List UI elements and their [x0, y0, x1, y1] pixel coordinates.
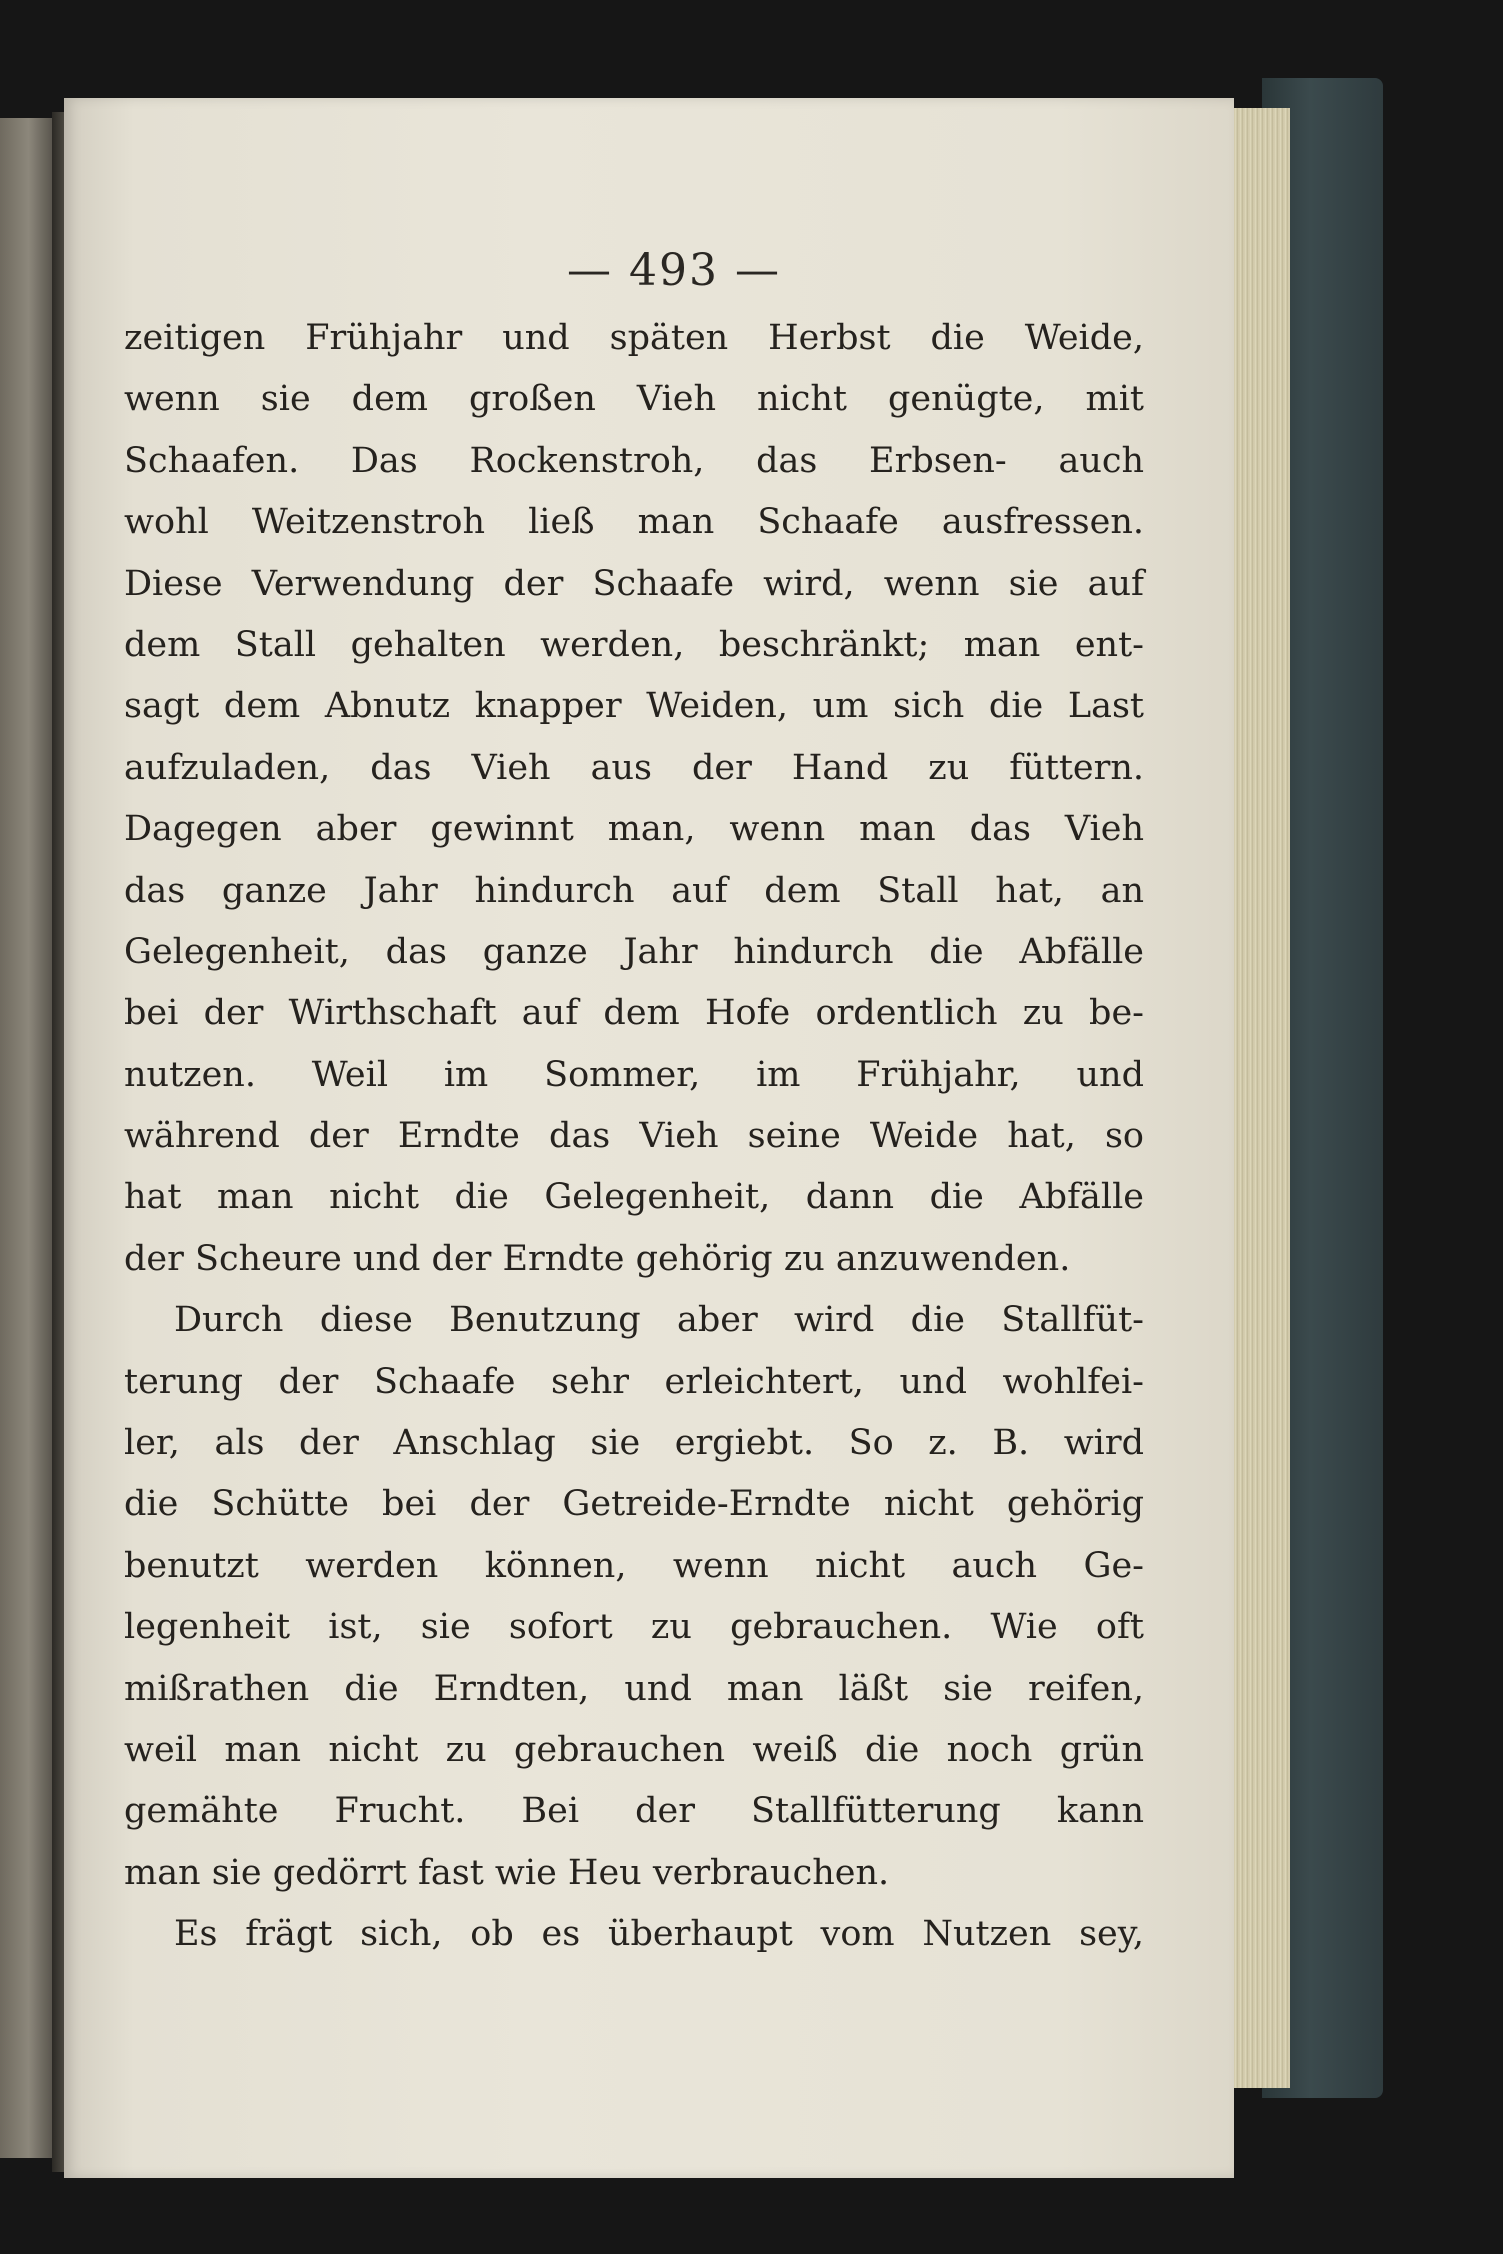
text-line: Dagegen aber gewinnt man, wenn man das Vieh	[124, 809, 1144, 850]
page-number-header: — 493 —	[567, 245, 781, 296]
text-line: Durch diese Benutzung aber wird die Stallfüt-	[174, 1300, 1144, 1341]
book-page	[64, 98, 1234, 2178]
text-line: weil man nicht zu gebrauchen weiß die noch grün	[124, 1729, 1144, 1770]
text-line: nutzen. Weil im Sommer, im Frühjahr, und	[124, 1054, 1144, 1095]
page-edges	[1232, 108, 1290, 2088]
left-page-edge	[0, 118, 52, 2158]
text-line: dem Stall gehalten werden, beschränkt; man ent-	[124, 624, 1144, 665]
text-line: das ganze Jahr hindurch auf dem Stall hat, an	[124, 870, 1144, 911]
text-line: die Schütte bei der Getreide-Erndte nicht gehörig	[124, 1484, 1144, 1525]
text-line: aufzuladen, das Vieh aus der Hand zu füttern.	[124, 747, 1144, 788]
book-gutter	[52, 112, 64, 2172]
body-text	[124, 308, 1144, 1966]
text-line: legenheit ist, sie sofort zu gebrauchen. Wie oft	[124, 1607, 1144, 1648]
text-line: wenn sie dem großen Vieh nicht genügte, mit	[124, 379, 1144, 420]
text-line: Gelegenheit, das ganze Jahr hindurch die Abfälle	[124, 931, 1144, 972]
text-line: benutzt werden können, wenn nicht auch Ge-	[124, 1545, 1144, 1586]
text-line: ler, als der Anschlag sie ergiebt. So z. B. wird	[124, 1423, 1144, 1464]
text-line: sagt dem Abnutz knapper Weiden, um sich die Last	[124, 686, 1144, 727]
text-line: während der Erndte das Vieh seine Weide hat, so	[124, 1116, 1144, 1157]
text-line: zeitigen Frühjahr und späten Herbst die Weide,	[124, 318, 1144, 358]
text-line: Schaafen. Das Rockenstroh, das Erbsen- auch	[124, 440, 1144, 481]
text-line: der Scheure und der Erndte gehörig zu anzuwenden.	[124, 1238, 1071, 1279]
text-line: hat man nicht die Gelegenheit, dann die Abfälle	[124, 1177, 1144, 1218]
text-line: gemähte Frucht. Bei der Stallfütterung kann	[124, 1791, 1144, 1832]
text-line: bei der Wirthschaft auf dem Hofe ordentlich zu be-	[124, 993, 1144, 1034]
text-line: Es frägt sich, ob es überhaupt vom Nutzen sey,	[174, 1914, 1144, 1955]
text-line: terung der Schaafe sehr erleichtert, und wohlfei-	[124, 1361, 1144, 1402]
text-line: mißrathen die Erndten, und man läßt sie reifen,	[124, 1668, 1144, 1709]
text-line: wohl Weitzenstroh ließ man Schaafe ausfressen.	[124, 502, 1144, 543]
text-line: Diese Verwendung der Schaafe wird, wenn sie auf	[124, 563, 1144, 604]
text-line: man sie gedörrt fast wie Heu verbrauchen.	[124, 1852, 890, 1893]
